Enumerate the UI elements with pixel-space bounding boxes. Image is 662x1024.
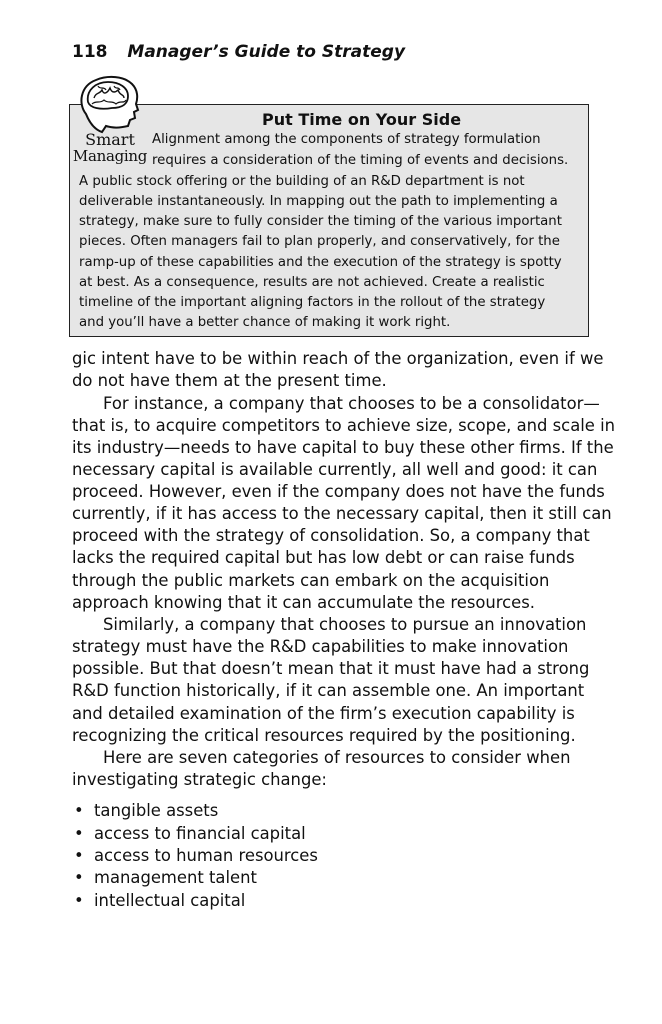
body-line: Similarly, a company that chooses to pursue an innovation [103, 615, 587, 634]
running-header [72, 42, 405, 62]
book-title: Manager’s Guide to Strategy [127, 42, 406, 62]
sidebar-line: requires a consideration of the timing of events and decisions. [152, 153, 569, 168]
list-item-text: management talent [94, 868, 257, 887]
body-line: do not have them at the present time. [72, 371, 387, 390]
list-item: • management talent [74, 868, 257, 887]
body-line: and detailed examination of the firm’s execution capability is [72, 704, 575, 723]
body-line: that is, to acquire competitors to achieve size, scope, and scale in [72, 416, 616, 435]
body-line: gic intent have to be within reach of the organization, even if we [72, 349, 604, 368]
body-line: investigating strategic change: [72, 770, 327, 789]
body-line: possible. But that doesn’t mean that it must have had a strong [72, 659, 590, 678]
body-line: approach knowing that it can accumulate the resources. [72, 593, 536, 612]
body-line: proceed. However, even if the company does not have the funds [72, 482, 605, 501]
body-line: through the public markets can embark on the acquisition [72, 571, 550, 590]
body-line: proceed with the strategy of consolidation. So, a company that [72, 526, 590, 545]
list-item-text: access to human resources [94, 846, 318, 865]
list-item-text: intellectual capital [94, 891, 246, 910]
sidebar-line: timeline of the important aligning factors in the rollout of the strategy [79, 295, 546, 310]
body-line: recognizing the critical resources required by the positioning. [72, 726, 576, 745]
list-item: • intellectual capital [74, 891, 246, 910]
list-item-text: tangible assets [94, 801, 219, 820]
body-line: R&D function historically, if it can assemble one. An important [72, 681, 585, 700]
sidebar-line: and you’ll have a better chance of making it work right. [79, 315, 451, 330]
sidebar-heading: Put Time on Your Side [262, 110, 462, 129]
body-line: lacks the required capital but has low debt or can raise funds [72, 548, 575, 567]
sidebar-line: strategy, make sure to fully consider the timing of the various important [79, 214, 562, 229]
smart-managing-logo [72, 74, 148, 172]
body-line: necessary capital is available currently, all well and good: it can [72, 460, 598, 479]
sidebar-line: A public stock offering or the building of an R&D department is not [79, 174, 525, 189]
list-item-text: access to financial capital [94, 824, 306, 843]
list-item: • access to human resources [74, 846, 318, 865]
smart-managing-head-icon [72, 74, 148, 136]
sidebar-line: Alignment among the components of strategy formulation [152, 132, 541, 147]
sidebar-line: ramp-up of these capabilities and the execution of the strategy is spotty [79, 255, 562, 270]
body-line: For instance, a company that chooses to be a consolidator— [103, 394, 600, 413]
sidebar-line: at best. As a consequence, results are not achieved. Create a realistic [79, 275, 545, 290]
body-line: currently, if it has access to the necessary capital, then it still can [72, 504, 612, 523]
list-item: • access to financial capital [74, 824, 306, 843]
sidebar-line: deliverable instantaneously. In mapping out the path to implementing a [79, 194, 558, 209]
body-line: Here are seven categories of resources to consider when [103, 748, 571, 767]
body-line: its industry—needs to have capital to buy these other firms. If the [72, 438, 614, 457]
logo-word-managing: Managing [72, 147, 148, 165]
logo-word-smart: Smart [85, 130, 135, 149]
sidebar-line: pieces. Often managers fail to plan properly, and conservatively, for the [79, 234, 560, 249]
page-number: 118 [72, 42, 108, 62]
body-line: strategy must have the R&D capabilities to make innovation [72, 637, 569, 656]
list-item: • tangible assets [74, 801, 219, 820]
